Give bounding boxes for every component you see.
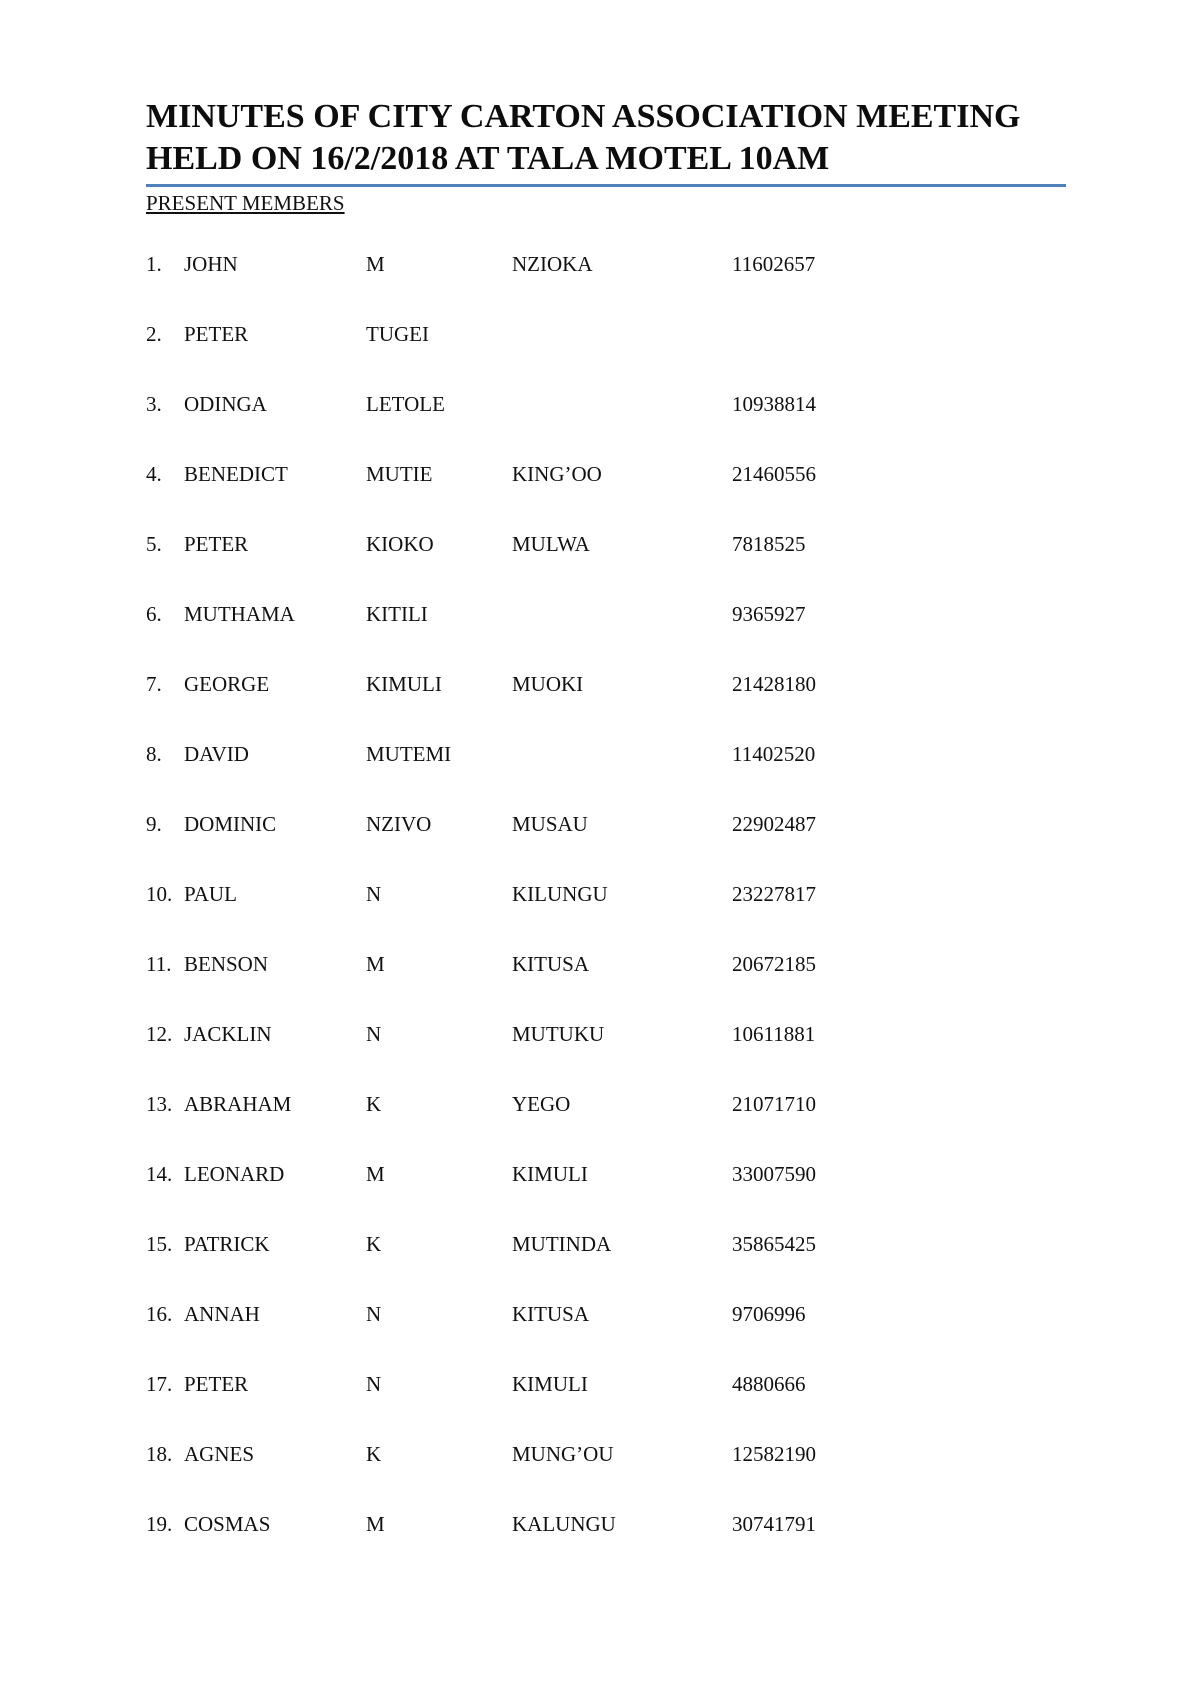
member-first-name: COSMAS bbox=[184, 1512, 271, 1536]
member-row bbox=[146, 460, 946, 530]
member-middle-name: KITILI bbox=[366, 602, 428, 626]
member-number: 3. bbox=[146, 392, 162, 416]
member-row bbox=[146, 670, 946, 740]
member-row bbox=[146, 740, 946, 810]
member-last-name: NZIOKA bbox=[512, 252, 593, 276]
member-row bbox=[146, 1370, 946, 1440]
member-first-name: GEORGE bbox=[184, 672, 270, 696]
member-middle-name: K bbox=[366, 1092, 382, 1116]
member-first-name: ANNAH bbox=[184, 1302, 260, 1326]
member-last-name: MUSAU bbox=[512, 812, 588, 836]
member-middle-name: KIMULI bbox=[366, 672, 442, 696]
member-id-number: 10938814 bbox=[732, 392, 816, 416]
member-number: 18. bbox=[146, 1442, 173, 1466]
member-middle-name: MUTIE bbox=[366, 462, 433, 486]
member-id-number: 21071710 bbox=[732, 1092, 816, 1116]
member-row bbox=[146, 390, 946, 460]
member-middle-name: TUGEI bbox=[366, 322, 429, 346]
member-first-name: ABRAHAM bbox=[184, 1092, 292, 1116]
section-heading: PRESENT MEMBERS bbox=[146, 191, 345, 215]
member-middle-name: NZIVO bbox=[366, 812, 432, 836]
member-first-name: DAVID bbox=[184, 742, 249, 766]
member-middle-name: KIOKO bbox=[366, 532, 434, 556]
member-number: 5. bbox=[146, 532, 162, 556]
member-number: 14. bbox=[146, 1162, 173, 1186]
member-last-name: MUNG’OU bbox=[512, 1442, 614, 1466]
member-number: 13. bbox=[146, 1092, 173, 1116]
member-middle-name: MUTEMI bbox=[366, 742, 452, 766]
member-last-name: KILUNGU bbox=[512, 882, 608, 906]
member-row bbox=[146, 810, 946, 880]
member-id-number: 9706996 bbox=[732, 1302, 806, 1326]
member-row bbox=[146, 1440, 946, 1510]
member-row bbox=[146, 600, 946, 670]
member-first-name: ODINGA bbox=[184, 392, 267, 416]
member-middle-name: M bbox=[366, 1512, 385, 1536]
member-first-name: LEONARD bbox=[184, 1162, 285, 1186]
member-row bbox=[146, 1020, 946, 1090]
member-id-number: 21428180 bbox=[732, 672, 816, 696]
member-last-name: MUOKI bbox=[512, 672, 584, 696]
member-first-name: JACKLIN bbox=[184, 1022, 272, 1046]
member-first-name: PATRICK bbox=[184, 1232, 270, 1256]
member-number: 10. bbox=[146, 882, 173, 906]
member-row bbox=[146, 1090, 946, 1160]
member-first-name: BENSON bbox=[184, 952, 269, 976]
member-last-name: KALUNGU bbox=[512, 1512, 616, 1536]
member-row bbox=[146, 1230, 946, 1300]
member-row bbox=[146, 320, 946, 390]
member-number: 15. bbox=[146, 1232, 173, 1256]
member-last-name: MUTINDA bbox=[512, 1232, 612, 1256]
member-id-number: 21460556 bbox=[732, 462, 816, 486]
member-row bbox=[146, 1510, 946, 1580]
member-number: 19. bbox=[146, 1512, 173, 1536]
member-id-number: 22902487 bbox=[732, 812, 816, 836]
document-title bbox=[146, 96, 1086, 180]
member-id-number: 33007590 bbox=[732, 1162, 816, 1186]
member-middle-name: K bbox=[366, 1442, 382, 1466]
member-row bbox=[146, 880, 946, 950]
member-id-number: 9365927 bbox=[732, 602, 806, 626]
member-number: 8. bbox=[146, 742, 162, 766]
member-first-name: BENEDICT bbox=[184, 462, 288, 486]
member-id-number: 11602657 bbox=[732, 252, 816, 276]
member-last-name: YEGO bbox=[512, 1092, 571, 1116]
member-last-name: MULWA bbox=[512, 532, 590, 556]
member-middle-name: M bbox=[366, 252, 385, 276]
member-id-number: 7818525 bbox=[732, 532, 806, 556]
member-number: 11. bbox=[146, 952, 172, 976]
member-number: 16. bbox=[146, 1302, 173, 1326]
member-id-number: 20672185 bbox=[732, 952, 816, 976]
member-number: 17. bbox=[146, 1372, 173, 1396]
member-first-name: DOMINIC bbox=[184, 812, 277, 836]
member-id-number: 35865425 bbox=[732, 1232, 816, 1256]
member-number: 7. bbox=[146, 672, 162, 696]
member-number: 1. bbox=[146, 252, 162, 276]
member-number: 12. bbox=[146, 1022, 173, 1046]
member-middle-name: N bbox=[366, 1302, 382, 1326]
title-line-2: HELD ON 16/2/2018 AT TALA MOTEL 10AM bbox=[146, 140, 830, 177]
member-first-name: PAUL bbox=[184, 882, 237, 906]
member-first-name: JOHN bbox=[184, 252, 238, 276]
member-first-name: PETER bbox=[184, 322, 249, 346]
title-line-1: MINUTES OF CITY CARTON ASSOCIATION MEETING bbox=[146, 98, 1021, 135]
member-middle-name: M bbox=[366, 952, 385, 976]
member-middle-name: M bbox=[366, 1162, 385, 1186]
member-number: 9. bbox=[146, 812, 162, 836]
member-first-name: PETER bbox=[184, 1372, 249, 1396]
member-first-name: PETER bbox=[184, 532, 249, 556]
member-middle-name: N bbox=[366, 882, 382, 906]
member-id-number: 11402520 bbox=[732, 742, 816, 766]
member-row bbox=[146, 250, 946, 320]
member-last-name: KITUSA bbox=[512, 952, 589, 976]
member-id-number: 23227817 bbox=[732, 882, 816, 906]
member-middle-name: N bbox=[366, 1022, 382, 1046]
member-row bbox=[146, 1160, 946, 1230]
member-last-name: KING’OO bbox=[512, 462, 602, 486]
member-row bbox=[146, 530, 946, 600]
members-list bbox=[146, 250, 946, 1580]
member-number: 4. bbox=[146, 462, 162, 486]
member-number: 6. bbox=[146, 602, 162, 626]
member-last-name: KIMULI bbox=[512, 1162, 588, 1186]
member-first-name: MUTHAMA bbox=[184, 602, 295, 626]
member-row bbox=[146, 1300, 946, 1370]
member-id-number: 10611881 bbox=[732, 1022, 816, 1046]
member-middle-name: N bbox=[366, 1372, 382, 1396]
member-id-number: 12582190 bbox=[732, 1442, 816, 1466]
member-id-number: 4880666 bbox=[732, 1372, 806, 1396]
member-row bbox=[146, 950, 946, 1020]
member-middle-name: LETOLE bbox=[366, 392, 445, 416]
member-number: 2. bbox=[146, 322, 162, 346]
title-divider bbox=[146, 184, 1066, 187]
member-last-name: KITUSA bbox=[512, 1302, 589, 1326]
member-id-number: 30741791 bbox=[732, 1512, 816, 1536]
member-first-name: AGNES bbox=[184, 1442, 255, 1466]
member-last-name: MUTUKU bbox=[512, 1022, 605, 1046]
member-middle-name: K bbox=[366, 1232, 382, 1256]
member-last-name: KIMULI bbox=[512, 1372, 588, 1396]
